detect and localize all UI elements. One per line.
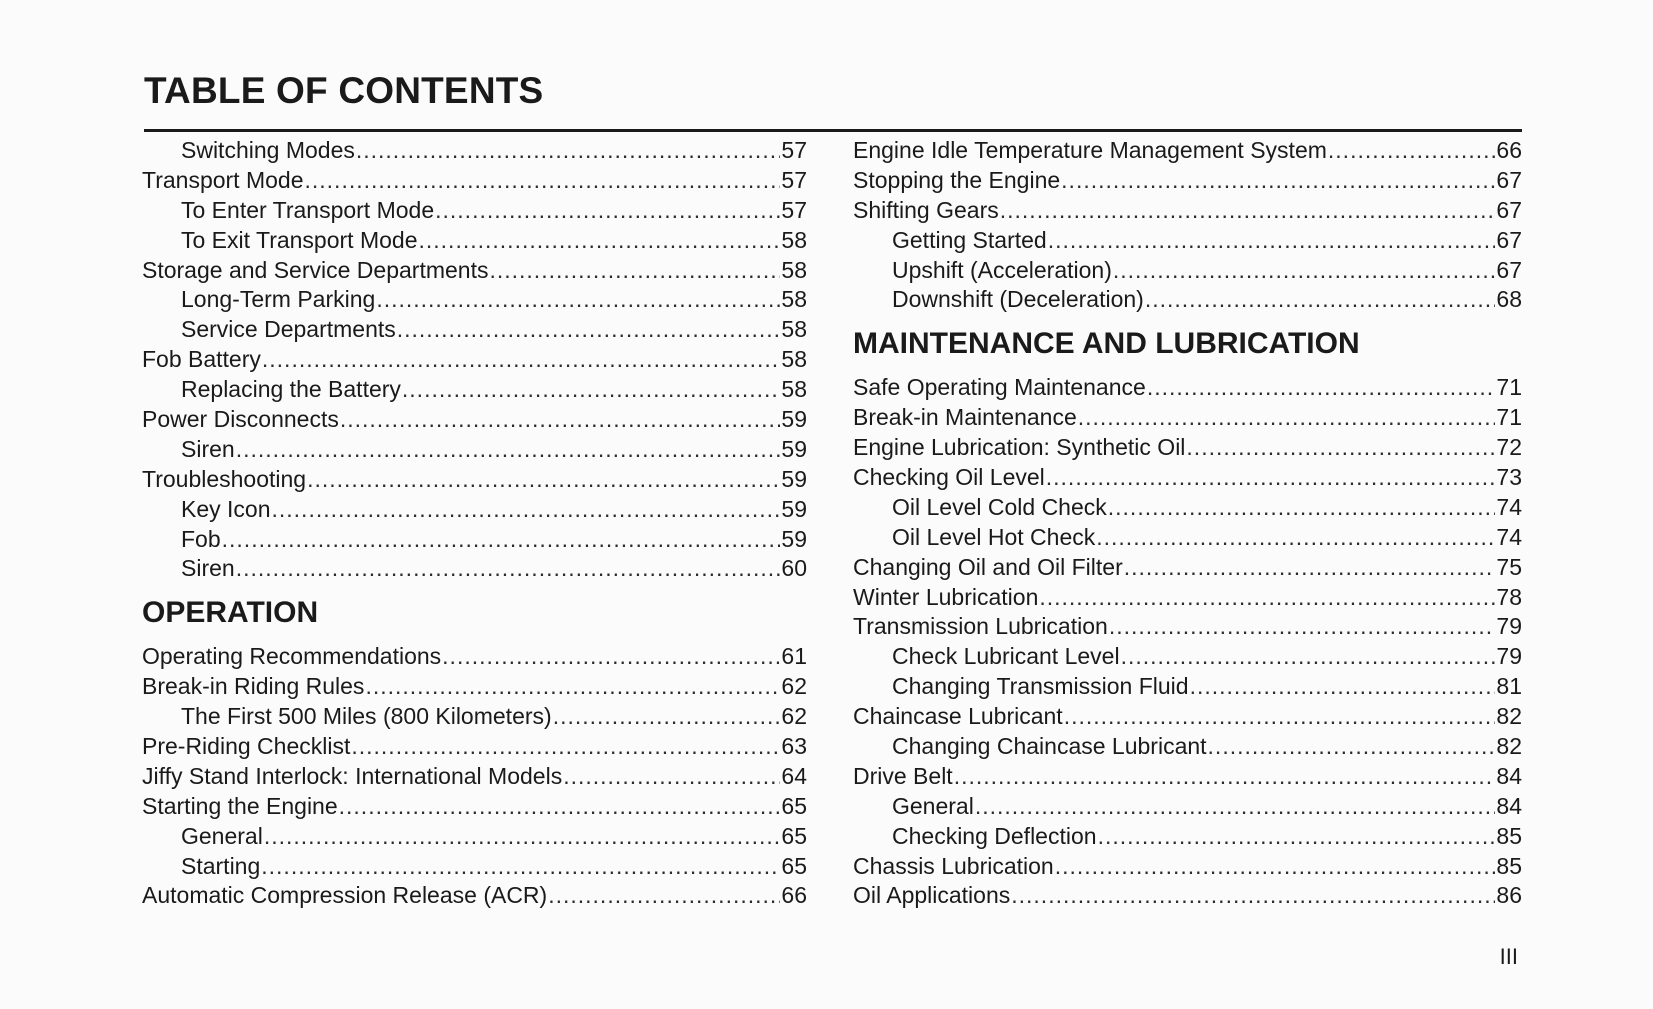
toc-entry-label: Fob Battery (142, 346, 261, 373)
toc-entry-label: Transmission Lubrication (853, 613, 1108, 640)
toc-entry[interactable] (853, 433, 1522, 463)
toc-entry[interactable] (853, 852, 1522, 882)
toc-entry[interactable] (853, 403, 1522, 433)
toc-entry-page: 67 (1496, 226, 1522, 253)
toc-entry-page: 59 (781, 406, 807, 433)
dot-leader (402, 375, 781, 405)
toc-entry-page: 59 (781, 435, 807, 462)
toc-entry-label: General (181, 822, 263, 849)
toc-entry[interactable] (853, 792, 1522, 822)
toc-entry-label: Replacing the Battery (181, 376, 401, 403)
toc-entry-page: 79 (1496, 613, 1522, 640)
toc-entry-page: 86 (1496, 882, 1522, 909)
toc-entry-page: 75 (1496, 553, 1522, 580)
section-heading: MAINTENANCE AND LUBRICATION (853, 327, 1360, 361)
toc-entry[interactable] (853, 702, 1522, 732)
toc-entry-label: Safe Operating Maintenance (853, 374, 1146, 401)
toc-entry[interactable] (853, 881, 1522, 911)
toc-entry[interactable] (853, 822, 1522, 852)
dot-leader (1048, 226, 1496, 256)
dot-leader (340, 405, 781, 435)
dot-leader (339, 792, 781, 822)
toc-entry-page: 67 (1496, 196, 1522, 223)
toc-entry-label: Getting Started (892, 226, 1047, 253)
dot-leader (307, 465, 780, 495)
toc-entry-page: 65 (781, 852, 807, 879)
toc-entry-label: Checking Oil Level (853, 464, 1045, 491)
toc-entry-label: Engine Lubrication: Synthetic Oil (853, 434, 1186, 461)
dot-leader (1096, 523, 1495, 553)
toc-entry[interactable] (142, 792, 807, 822)
toc-entry[interactable] (853, 166, 1522, 196)
dot-leader (262, 345, 781, 375)
toc-entry-label: The First 500 Miles (800 Kilometers) (181, 703, 552, 730)
toc-entry-label: Winter Lubrication (853, 583, 1039, 610)
toc-entry[interactable] (853, 672, 1522, 702)
toc-entry-label: General (892, 792, 974, 819)
dot-leader (442, 642, 780, 672)
dot-leader (351, 732, 780, 762)
toc-entry-page: 58 (781, 256, 807, 283)
toc-entry-page: 59 (781, 465, 807, 492)
toc-entry[interactable] (142, 136, 807, 166)
toc-entry-label: Break-in Riding Rules (142, 673, 365, 700)
toc-entry-page: 82 (1496, 733, 1522, 760)
toc-entry-page: 66 (781, 882, 807, 909)
dot-leader (1124, 553, 1496, 583)
toc-entry[interactable] (853, 642, 1522, 672)
title-divider (144, 129, 1522, 132)
section-heading: OPERATION (142, 596, 319, 630)
toc-entry[interactable] (853, 463, 1522, 493)
toc-entry-label: Oil Level Hot Check (892, 523, 1096, 550)
toc-entry-label: Siren (181, 555, 235, 582)
toc-entry-page: 57 (781, 166, 807, 193)
toc-entry-label: Downshift (Deceleration) (892, 286, 1144, 313)
dot-leader (261, 852, 780, 882)
toc-entry-page: 66 (1496, 137, 1522, 163)
toc-entry[interactable] (142, 762, 807, 792)
toc-entry-label: Shifting Gears (853, 196, 999, 223)
toc-entry[interactable] (142, 196, 807, 226)
toc-entry-page: 58 (781, 376, 807, 403)
toc-entry-label: Automatic Compression Release (ACR) (142, 882, 548, 909)
dot-leader (264, 822, 781, 852)
page-title: TABLE OF CONTENTS (144, 70, 544, 111)
toc-entry-label: Pre-Riding Checklist (142, 733, 351, 760)
dot-leader (397, 315, 781, 345)
dot-leader (975, 792, 1496, 822)
dot-leader (236, 435, 781, 465)
toc-entry[interactable] (142, 435, 807, 465)
toc-entry-label: Checking Deflection (892, 822, 1097, 849)
toc-entry-page: 57 (781, 196, 807, 223)
toc-entry[interactable] (142, 375, 807, 405)
toc-entry[interactable] (142, 732, 807, 762)
toc-entry-label: Switching Modes (181, 137, 355, 163)
dot-leader (1039, 583, 1495, 613)
toc-entry-label: Engine Idle Temperature Management System (853, 137, 1327, 163)
toc-entry[interactable] (853, 583, 1522, 613)
toc-entry-label: Break-in Maintenance (853, 404, 1077, 431)
dot-leader (365, 672, 780, 702)
toc-entry[interactable] (142, 822, 807, 852)
toc-entry[interactable] (853, 285, 1522, 315)
toc-entry-page: 67 (1496, 166, 1522, 193)
toc-entry-label: Key Icon (181, 495, 271, 522)
toc-entry[interactable] (142, 465, 807, 495)
toc-entry[interactable] (142, 642, 807, 672)
toc-right-column (853, 136, 1522, 911)
toc-entry-page: 74 (1496, 523, 1522, 550)
toc-entry[interactable] (853, 732, 1522, 762)
toc-entry-page: 85 (1496, 822, 1522, 849)
toc-entry-label: Upshift (Acceleration) (892, 256, 1112, 283)
toc-entry-page: 67 (1496, 256, 1522, 283)
toc-entry-page: 63 (781, 733, 807, 760)
toc-entry-page: 65 (781, 792, 807, 819)
toc-entry-label: Long-Term Parking (181, 286, 376, 313)
page-number: III (1499, 944, 1518, 969)
toc-entry-page: 61 (781, 643, 807, 670)
toc-entry-page: 59 (781, 525, 807, 552)
dot-leader (356, 136, 781, 166)
toc-entry-page: 81 (1496, 673, 1522, 700)
toc-entry[interactable] (142, 495, 807, 525)
toc-entry-label: To Enter Transport Mode (181, 196, 435, 223)
toc-entry-page: 57 (781, 137, 807, 163)
toc-entry[interactable] (853, 256, 1522, 286)
toc-entry[interactable] (853, 136, 1522, 166)
dot-leader (1061, 166, 1495, 196)
toc-entry-label: Transport Mode (142, 166, 304, 193)
dot-leader (435, 196, 780, 226)
toc-entry-page: 82 (1496, 703, 1522, 730)
toc-entry[interactable] (142, 852, 807, 882)
dot-leader (553, 702, 781, 732)
toc-entry[interactable] (142, 256, 807, 286)
toc-entry-label: Oil Applications (853, 882, 1011, 909)
dot-leader (563, 762, 780, 792)
toc-entry-page: 58 (781, 226, 807, 253)
toc-entry-page: 65 (781, 822, 807, 849)
dot-leader (1109, 612, 1496, 642)
toc-entry-label: Power Disconnects (142, 406, 339, 433)
toc-entry-page: 72 (1496, 434, 1522, 461)
toc-entry[interactable] (142, 702, 807, 732)
dot-leader (1108, 493, 1496, 523)
toc-entry[interactable] (142, 166, 807, 196)
toc-entry[interactable] (853, 493, 1522, 523)
toc-entry[interactable] (853, 762, 1522, 792)
toc-entry[interactable] (142, 881, 807, 911)
toc-entry-label: Storage and Service Departments (142, 256, 489, 283)
dot-leader (376, 285, 780, 315)
dot-leader (1000, 196, 1496, 226)
toc-entry-label: Siren (181, 435, 235, 462)
dot-leader (1011, 881, 1495, 911)
toc-entry-page: 71 (1496, 404, 1522, 431)
dot-leader (305, 166, 781, 196)
dot-leader (1186, 433, 1495, 463)
toc-entry[interactable] (142, 315, 807, 345)
dot-leader (489, 256, 780, 286)
toc-entry[interactable] (853, 373, 1522, 403)
dot-leader (1078, 403, 1496, 433)
toc-entry[interactable] (853, 196, 1522, 226)
toc-entry[interactable] (853, 612, 1522, 642)
toc-left-column (142, 136, 807, 911)
toc-entry-label: Troubleshooting (142, 465, 307, 492)
toc-entry-page: 59 (781, 495, 807, 522)
toc-entry[interactable] (142, 525, 807, 555)
toc-entry-page: 84 (1496, 762, 1522, 789)
toc-entry-page: 68 (1496, 286, 1522, 313)
toc-entry-page: 71 (1496, 374, 1522, 401)
dot-leader (222, 525, 781, 555)
toc-entry-label: Chassis Lubrication (853, 852, 1054, 879)
toc-entry[interactable] (142, 405, 807, 435)
toc-entry-page: 85 (1496, 852, 1522, 879)
toc-entry-label: Fob (181, 525, 221, 552)
toc-entry-page: 64 (781, 762, 807, 789)
toc-entry-label: Changing Transmission Fluid (892, 673, 1189, 700)
toc-entry[interactable] (853, 226, 1522, 256)
dot-leader (419, 226, 781, 256)
toc-entry-page: 73 (1496, 464, 1522, 491)
toc-entry-label: Check Lubricant Level (892, 643, 1120, 670)
toc-entry-label: Service Departments (181, 316, 396, 343)
toc-entry-page: 58 (781, 316, 807, 343)
dot-leader (236, 554, 781, 584)
dot-leader (1064, 702, 1496, 732)
toc-entry-label: Operating Recommendations (142, 643, 442, 670)
toc-entry-page: 84 (1496, 792, 1522, 819)
toc-entry-label: Starting (181, 852, 261, 879)
dot-leader (1190, 672, 1496, 702)
toc-entry-label: To Exit Transport Mode (181, 226, 418, 253)
toc-entry-page: 79 (1496, 643, 1522, 670)
dot-leader (1098, 822, 1496, 852)
dot-leader (954, 762, 1496, 792)
dot-leader (1147, 373, 1496, 403)
toc-entry-page: 74 (1496, 493, 1522, 520)
toc-entry[interactable] (142, 285, 807, 315)
toc-entry-page: 58 (781, 346, 807, 373)
toc-entry[interactable] (142, 554, 807, 584)
dot-leader (1113, 256, 1496, 286)
toc-entry-page: 62 (781, 703, 807, 730)
dot-leader (272, 495, 781, 525)
toc-entry-label: Drive Belt (853, 762, 953, 789)
toc-entry-label: Oil Level Cold Check (892, 493, 1107, 520)
dot-leader (1208, 732, 1496, 762)
toc-entry[interactable] (853, 553, 1522, 583)
toc-entry-label: Jiffy Stand Interlock: International Models (142, 762, 563, 789)
toc-entry-label: Changing Chaincase Lubricant (892, 733, 1207, 760)
dot-leader (1121, 642, 1496, 672)
toc-entry[interactable] (142, 672, 807, 702)
toc-entry-page: 78 (1496, 583, 1522, 610)
dot-leader (1328, 136, 1496, 166)
dot-leader (1055, 852, 1496, 882)
dot-leader (1145, 285, 1496, 315)
toc-entry[interactable] (142, 345, 807, 375)
toc-entry-page: 58 (781, 286, 807, 313)
dot-leader (548, 881, 780, 911)
toc-entry-page: 60 (781, 555, 807, 582)
toc-entry[interactable] (142, 226, 807, 256)
toc-entry-page: 62 (781, 673, 807, 700)
toc-entry-label: Chaincase Lubricant (853, 703, 1063, 730)
toc-entry-label: Stopping the Engine (853, 166, 1061, 193)
toc-entry-label: Changing Oil and Oil Filter (853, 553, 1123, 580)
toc-entry-label: Starting the Engine (142, 792, 338, 819)
dot-leader (1046, 463, 1496, 493)
toc-entry[interactable] (853, 523, 1522, 553)
